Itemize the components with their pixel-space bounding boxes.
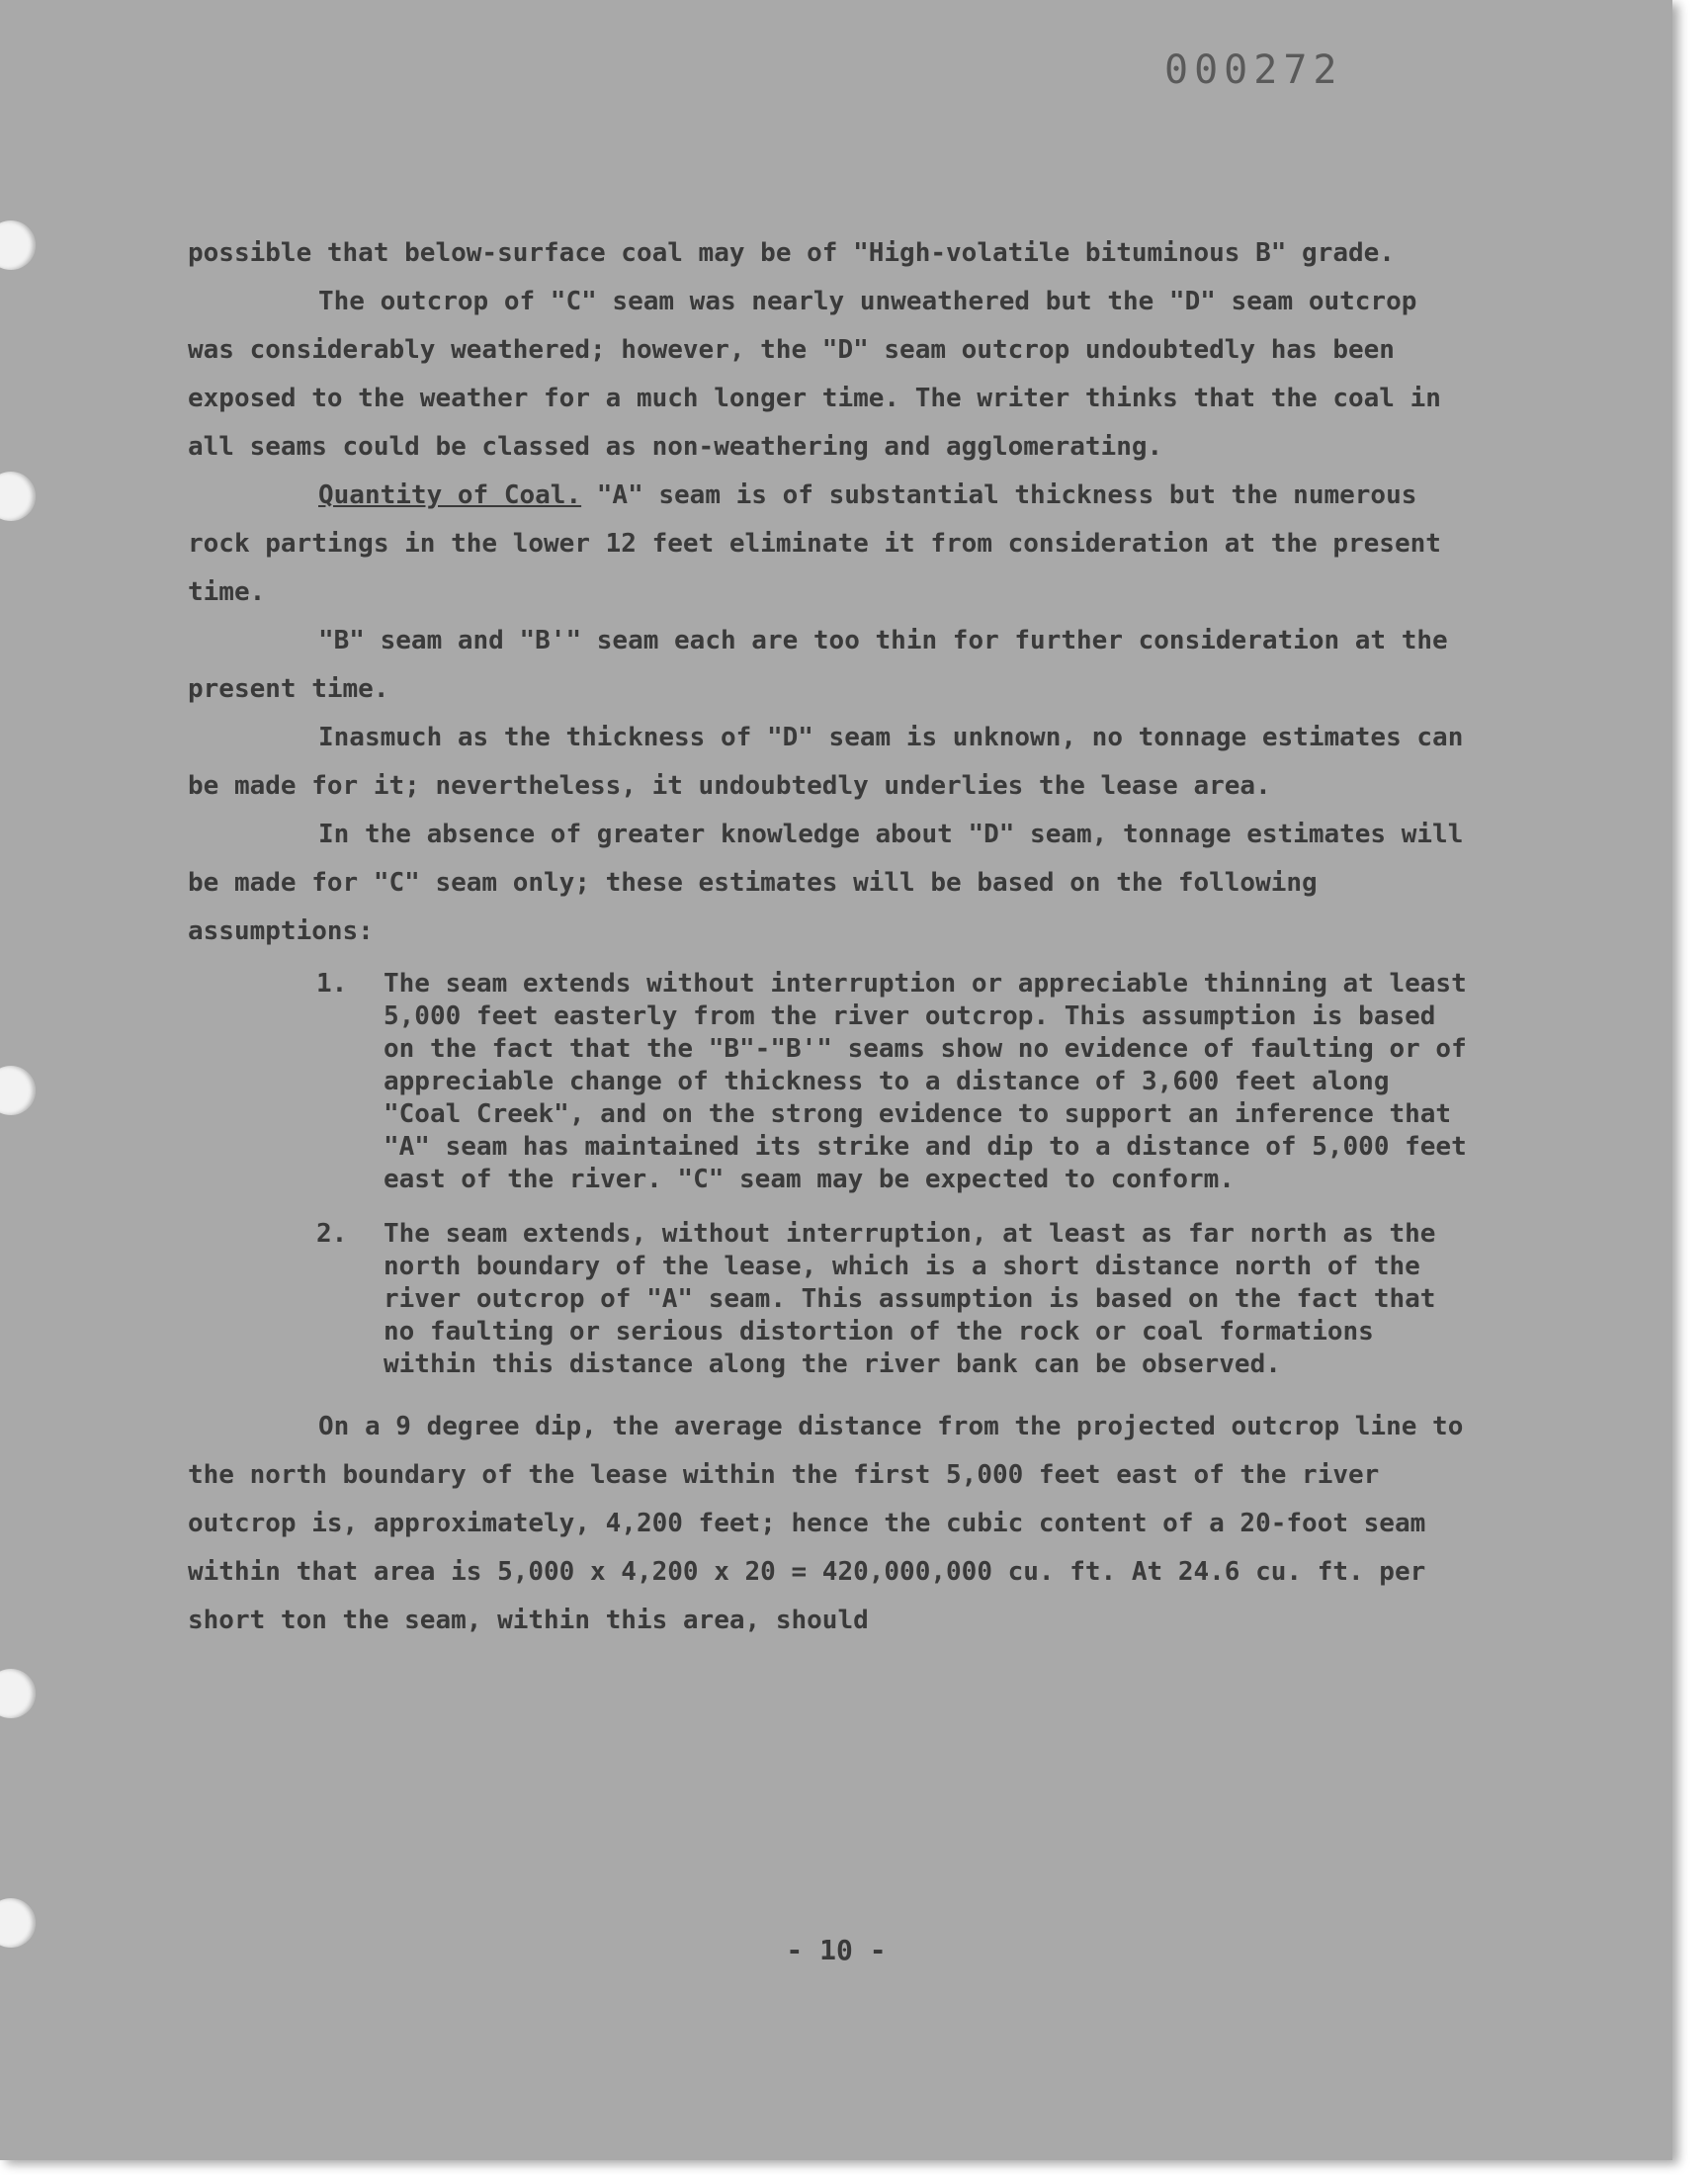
list-item (316, 968, 1473, 1196)
paragraph (188, 472, 1473, 617)
paragraph: possible that below-surface coal may be of "High-volatile bituminous B" grade. (188, 238, 1395, 268)
list-item-number: 1. (316, 969, 348, 999)
list-item-text: The seam extends, without interruption, at least as far north as the north boundary of the lease, which is a short distance north of the river outcrop of "A" seam. This assumption is based on the fact that no faulting or serious distortion of the rock or coal formations within this distance along the river bank can be observed. (384, 1219, 1436, 1379)
body-text (188, 229, 1473, 1645)
punch-hole (0, 472, 36, 521)
paragraph: Inasmuch as the thickness of "D" seam is unknown, no tonnage estimates can be made for it; nevertheless, it undoubtedly underlies the lease area. (188, 723, 1464, 801)
paragraph: The outcrop of "C" seam was nearly unweathered but the "D" seam outcrop was considerably weathered; however, the "D" seam outcrop undoubtedly has been exposed to the weather for a much longer time. The writer thinks that the coal in all seams could be classed as non-weathering and agglomerating. (188, 287, 1441, 462)
document-stamp-number: 000272 (1164, 47, 1343, 93)
paragraph: In the absence of greater knowledge about "D" seam, tonnage estimates will be made for "C" seam only; these estimates will be based on the following assumptions: (188, 820, 1464, 946)
list-item-text: The seam extends without interruption or appreciable thinning at least 5,000 feet easterly from the river outcrop. This assumption is based on the fact that the "B"-"B'" seams show no evidence of faulting or of appreciable change of thickness to a distance of 3,600 feet along "Coal Creek", and on the strong evidence to support an inference that "A" seam has maintained its strike and dip to a distance of 5,000 feet east of the river. "C" seam may be expected to conform. (384, 969, 1467, 1194)
list-item (316, 1218, 1473, 1381)
paragraph-text: "A" seam is of substantial thickness but the numerous rock partings in the lower 12 feet eliminate it from consideration at the present time. (188, 480, 1441, 607)
punch-hole (0, 1066, 36, 1115)
paragraph: "B" seam and "B'" seam each are too thin for further consideration at the present time. (188, 626, 1448, 704)
list-item-number: 2. (316, 1219, 348, 1249)
section-heading: Quantity of Coal. (318, 480, 582, 510)
assumptions-list (316, 968, 1473, 1381)
paragraph: On a 9 degree dip, the average distance from the projected outcrop line to the north boundary of the lease within the first 5,000 feet east of the river outcrop is, approximately, 4,200 feet; hence the cubic content of a 20-foot seam within that area is 5,000 x 4,200 x 20 = 420,000,000 cu. ft. At 24.6 cu. ft. per short ton the seam, within this area, should (188, 1412, 1464, 1635)
punch-hole (0, 1669, 36, 1718)
punch-hole (0, 220, 36, 270)
page-number: - 10 - (786, 1934, 887, 1966)
